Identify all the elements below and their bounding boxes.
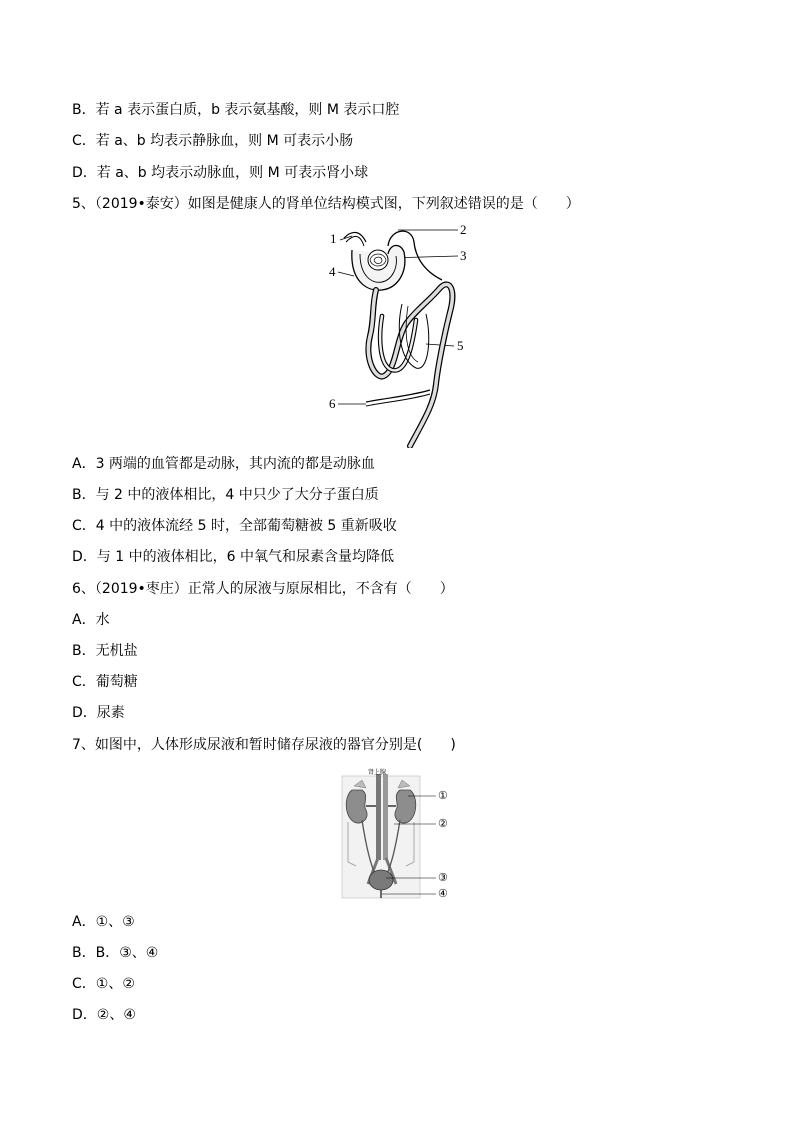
q6-option-d: D．尿素 xyxy=(72,705,125,721)
nephron-label-2: 2 xyxy=(460,222,467,237)
q5-option-a: A．3 两端的血管都是动脉，其内流的都是动脉血 xyxy=(72,456,375,472)
q5-option-b: B．与 2 中的液体相比，4 中只少了大分子蛋白质 xyxy=(72,487,379,503)
q4-option-b: B．若 a 表示蛋白质，b 表示氨基酸，则 M 表示口腔 xyxy=(72,102,400,118)
urinary-label-2: ② xyxy=(438,818,448,830)
nephron-label-6: 6 xyxy=(329,396,336,411)
q5-stem: 5、（2019•泰安）如图是健康人的肾单位结构模式图，下列叙述错误的是（ ） xyxy=(72,196,580,212)
urinary-label-3: ③ xyxy=(438,872,448,884)
q7-option-b: B．B．③、④ xyxy=(72,945,159,961)
urinary-label-4: ④ xyxy=(438,888,448,900)
urinary-system-figure xyxy=(340,766,460,902)
nephron-label-1: 1 xyxy=(330,231,337,246)
q5-option-c: C．4 中的液体流经 5 时，全部葡萄糖被 5 重新吸收 xyxy=(72,518,397,534)
q7-option-c: C．①、② xyxy=(72,976,135,992)
urinary-label-1: ① xyxy=(438,790,448,802)
nephron-label-3: 3 xyxy=(460,248,467,263)
q6-option-a: A．水 xyxy=(72,612,110,628)
q4-option-c: C．若 a、b 均表示静脉血，则 M 可表示小肠 xyxy=(72,133,354,149)
nephron-figure xyxy=(326,220,476,448)
q4-option-d: D．若 a、b 均表示动脉血，则 M 可表示肾小球 xyxy=(72,165,369,181)
q7-option-d: D．②、④ xyxy=(72,1007,136,1023)
q6-option-c: C．葡萄糖 xyxy=(72,674,138,690)
q6-stem: 6、（2019•枣庄）正常人的尿液与原尿相比，不含有（ ） xyxy=(72,581,454,597)
urinary-figure-title: 肾上腺 xyxy=(368,769,387,776)
nephron-label-4: 4 xyxy=(329,264,336,279)
q5-option-d: D．与 1 中的液体相比，6 中氧气和尿素含量均降低 xyxy=(72,549,394,565)
q7-stem: 7、如图中，人体形成尿液和暂时储存尿液的器官分别是( ) xyxy=(72,737,456,753)
nephron-diagram xyxy=(326,220,476,448)
q6-option-b: B．无机盐 xyxy=(72,643,138,659)
nephron-label-5: 5 xyxy=(457,338,464,353)
q7-option-a: A．①、③ xyxy=(72,914,135,930)
